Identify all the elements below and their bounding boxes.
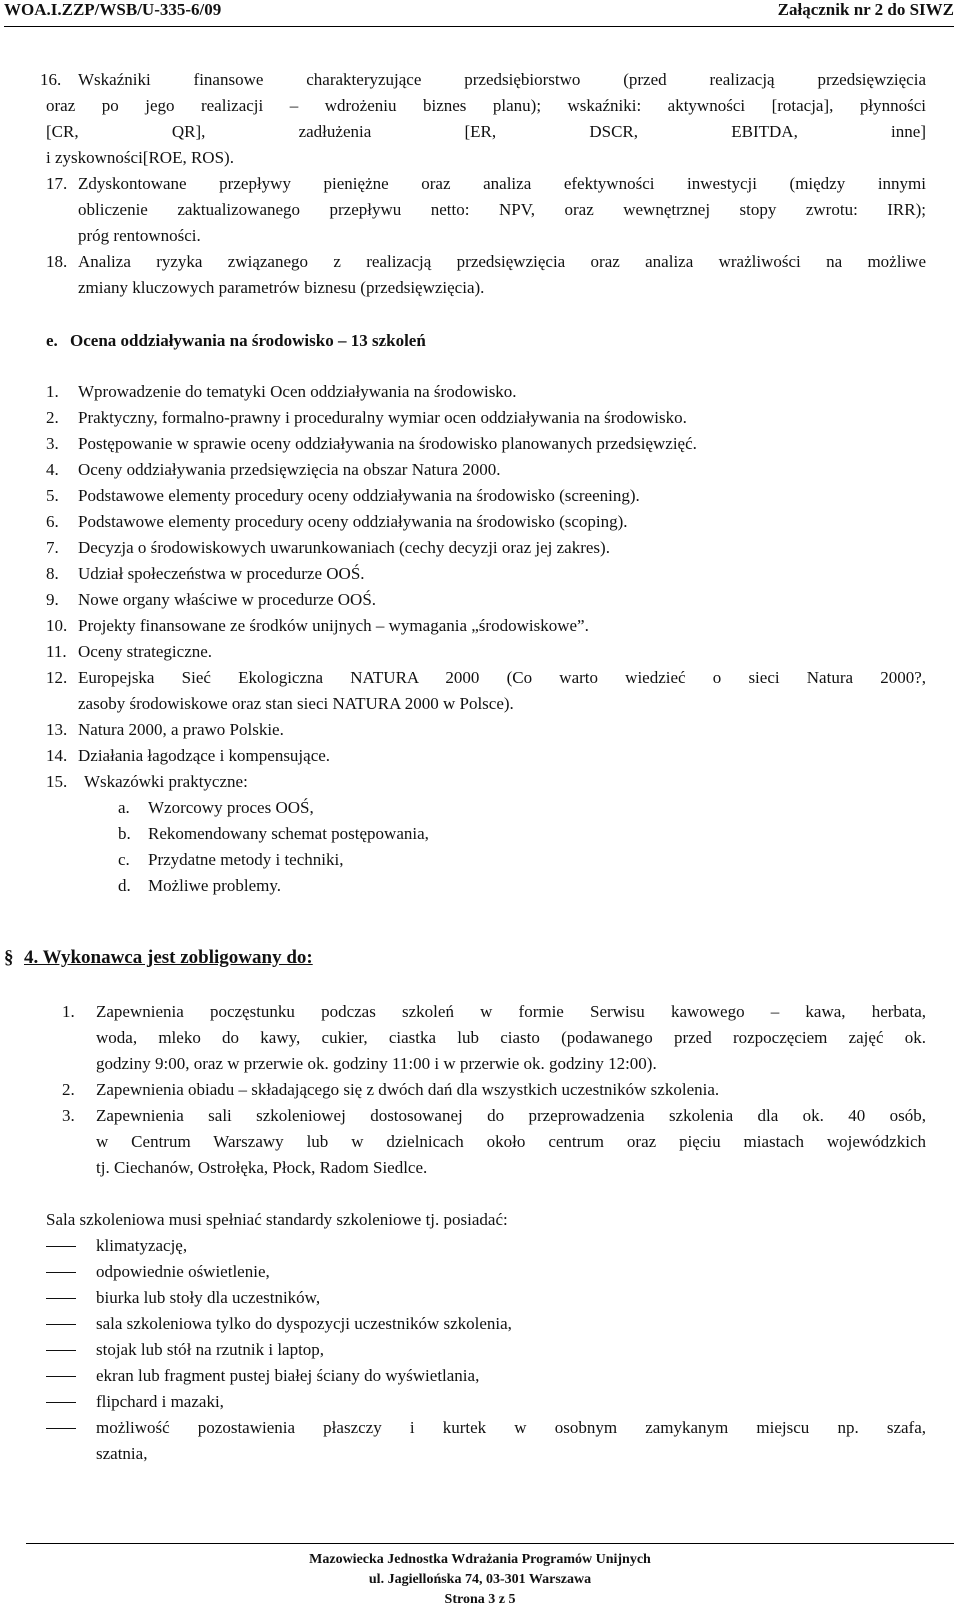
requirements-intro: Sala szkoleniowa musi spełniać standardy szkoleniowe tj. posiadać:: [46, 1210, 508, 1229]
dash-bullet-icon: [46, 1350, 76, 1351]
list-item: odpowiednie oświetlenie,: [96, 1262, 270, 1281]
list-item-continued: woda, mleko do kawy, cukier, ciastka lub ciasto (podawanego przed rozpoczęciem zajęć ok.: [96, 1028, 926, 1047]
page-number: Strona 3 z 5: [444, 1592, 516, 1607]
list-item: Zapewnienia sali szkoleniowej dostosowanej do przeprowadzenia szkolenia dla ok. 40 osób,: [96, 1106, 926, 1125]
list-item-continued: w Centrum Warszawy lub w dzielnicach około centrum oraz pięciu miastach wojewódzkich: [96, 1132, 926, 1151]
page-header: [0, 0, 960, 24]
list-item: Projekty finansowane ze środków unijnych – wymagania „środowiskowe”.: [78, 616, 589, 635]
list-item: stojak lub stół na rzutnik i laptop,: [96, 1340, 325, 1359]
item-16-line-2: oraz po jego realizacji – wdrożeniu biznes planu); wskaźniki: aktywności [rotacja], płynności: [46, 96, 926, 115]
sub-item: Możliwe problemy.: [148, 876, 281, 895]
list-item: Udział społeczeństwa w procedurze OOŚ.: [78, 564, 365, 583]
list-item: Zapewnienia poczęstunku podczas szkoleń w formie Serwisu kawowego – kawa, herbata,: [96, 1002, 926, 1021]
list-item: Natura 2000, a prawo Polskie.: [78, 720, 284, 739]
list-item-number: 14.: [46, 746, 68, 765]
list-item: Nowe organy właściwe w procedurze OOŚ.: [78, 590, 377, 609]
section-bullet-icon: §: [4, 947, 14, 968]
list-item-number: 6.: [46, 512, 59, 531]
list-item: Praktyczny, formalno-prawny i proceduralny wymiar ocen oddziaływania na środowisko.: [78, 408, 687, 427]
list-item: Decyzja o środowiskowych uwarunkowaniach (cechy decyzji oraz jej zakres).: [78, 538, 610, 557]
list-item-number: 4.: [46, 460, 59, 479]
footer-address: ul. Jagiellońska 74, 03-301 Warszawa: [368, 1572, 592, 1587]
attachment-label: Załącznik nr 2 do SIWZ: [777, 0, 954, 19]
list-item-number: 3.: [46, 434, 59, 453]
list-item-number: 13.: [46, 720, 68, 739]
dash-bullet-icon: [46, 1324, 76, 1325]
item-16-number: 16.: [40, 70, 62, 89]
document-reference: WOA.I.ZZP/WSB/U-335-6/09: [4, 0, 222, 19]
item-18-line-1: Analiza ryzyka związanego z realizacją przedsięwzięcia oraz analiza wrażliwości na możliwe: [78, 252, 926, 271]
sub-item: Wzorcowy proces OOŚ,: [148, 798, 314, 817]
list-item-continued: tj. Ciechanów, Ostrołęka, Płock, Radom Siedlce.: [96, 1158, 428, 1177]
sub-item-letter: c.: [118, 850, 130, 869]
sub-item-letter: a.: [118, 798, 130, 817]
sub-item-letter: b.: [118, 824, 131, 843]
header-rule: [4, 26, 954, 27]
list-item: Wskazówki praktyczne:: [84, 772, 248, 791]
list-item: ekran lub fragment pustej białej ściany do wyświetlania,: [96, 1366, 480, 1385]
list-item: Zapewnienia obiadu – składającego się z dwóch dań dla wszystkich uczestników szkolenia.: [96, 1080, 720, 1099]
list-item-number: 3.: [62, 1106, 75, 1125]
item-17-number: 17.: [46, 174, 68, 193]
list-item-number: 2.: [62, 1080, 75, 1099]
list-item-number: 9.: [46, 590, 59, 609]
list-item-number: 2.: [46, 408, 59, 427]
list-item-number: 10.: [46, 616, 68, 635]
dash-bullet-icon: [46, 1298, 76, 1299]
list-item: sala szkoleniowa tylko do dyspozycji uczestników szkolenia,: [96, 1314, 512, 1333]
dash-bullet-icon: [46, 1272, 76, 1273]
item-17-line-1: Zdyskontowane przepływy pieniężne oraz analiza efektywności inwestycji (między innymi: [78, 174, 926, 193]
item-16-line-4: i zyskowności[ROE, ROS).: [46, 148, 234, 167]
item-18-number: 18.: [46, 252, 68, 271]
list-item-number: 1.: [46, 382, 59, 401]
list-item: możliwość pozostawienia płaszczy i kurtek w osobnym zamykanym miejscu np. szafa,: [96, 1418, 926, 1437]
list-item: Postępowanie w sprawie oceny oddziaływania na środowisko planowanych przedsięwzięć.: [78, 434, 697, 453]
list-item-number: 5.: [46, 486, 59, 505]
footer-rule: [26, 1543, 954, 1544]
dash-bullet-icon: [46, 1246, 76, 1247]
list-item: Wprowadzenie do tematyki Ocen oddziaływania na środowisko.: [78, 382, 517, 401]
list-item: klimatyzację,: [96, 1236, 188, 1255]
list-item-number: 7.: [46, 538, 59, 557]
item-16-line-1: Wskaźniki finansowe charakteryzujące przedsiębiorstwo (przed realizacją przedsięwzięcia: [78, 70, 926, 89]
list-item: Podstawowe elementy procedury oceny oddziaływania na środowisko (screening).: [78, 486, 640, 505]
list-item: Działania łagodzące i kompensujące.: [78, 746, 331, 765]
footer-organization: Mazowiecka Jednostka Wdrażania Programów Unijnych: [309, 1552, 651, 1567]
list-item: Europejska Sieć Ekologiczna NATURA 2000 (Co warto wiedzieć o sieci Natura 2000?,: [78, 668, 926, 687]
dash-bullet-icon: [46, 1376, 76, 1377]
list-item-number: 11.: [46, 642, 67, 661]
sub-item: Rekomendowany schemat postępowania,: [148, 824, 429, 843]
list-item: Oceny oddziaływania przedsięwzięcia na obszar Natura 2000.: [78, 460, 501, 479]
sub-item-letter: d.: [118, 876, 131, 895]
list-item-number: 15.: [46, 772, 68, 791]
section-e-title: Ocena oddziaływania na środowisko – 13 szkoleń: [70, 331, 426, 350]
section-4-title: 4. Wykonawca jest zobligowany do:: [24, 947, 313, 968]
list-item: biurka lub stoły dla uczestników,: [96, 1288, 321, 1307]
sub-item: Przydatne metody i techniki,: [148, 850, 344, 869]
section-e-letter: e.: [46, 331, 58, 350]
item-17-line-3: próg rentowności.: [78, 226, 201, 245]
item-17-line-2: obliczenie zaktualizowanego przepływu netto: NPV, oraz wewnętrznej stopy zwrotu: IRR);: [78, 200, 926, 219]
item-18-line-2: zmiany kluczowych parametrów biznesu (przedsięwzięcia).: [78, 278, 485, 297]
item-16-line-3: [CR, QR], zadłużenia [ER, DSCR, EBITDA, inne]: [46, 122, 926, 141]
list-item-number: 8.: [46, 564, 59, 583]
list-item-number: 12.: [46, 668, 68, 687]
list-item-continued: godziny 9:00, oraz w przerwie ok. godziny 11:00 i w przerwie ok. godziny 12:00).: [96, 1054, 657, 1073]
dash-bullet-icon: [46, 1402, 76, 1403]
dash-bullet-icon: [46, 1428, 76, 1429]
list-item-continued: szatnia,: [96, 1444, 148, 1463]
list-item: Oceny strategiczne.: [78, 642, 213, 661]
list-item-number: 1.: [62, 1002, 75, 1021]
list-item: Podstawowe elementy procedury oceny oddziaływania na środowisko (scoping).: [78, 512, 628, 531]
list-item-continued: zasoby środowiskowe oraz stan sieci NATURA 2000 w Polsce).: [78, 694, 514, 713]
list-item: flipchard i mazaki,: [96, 1392, 224, 1411]
